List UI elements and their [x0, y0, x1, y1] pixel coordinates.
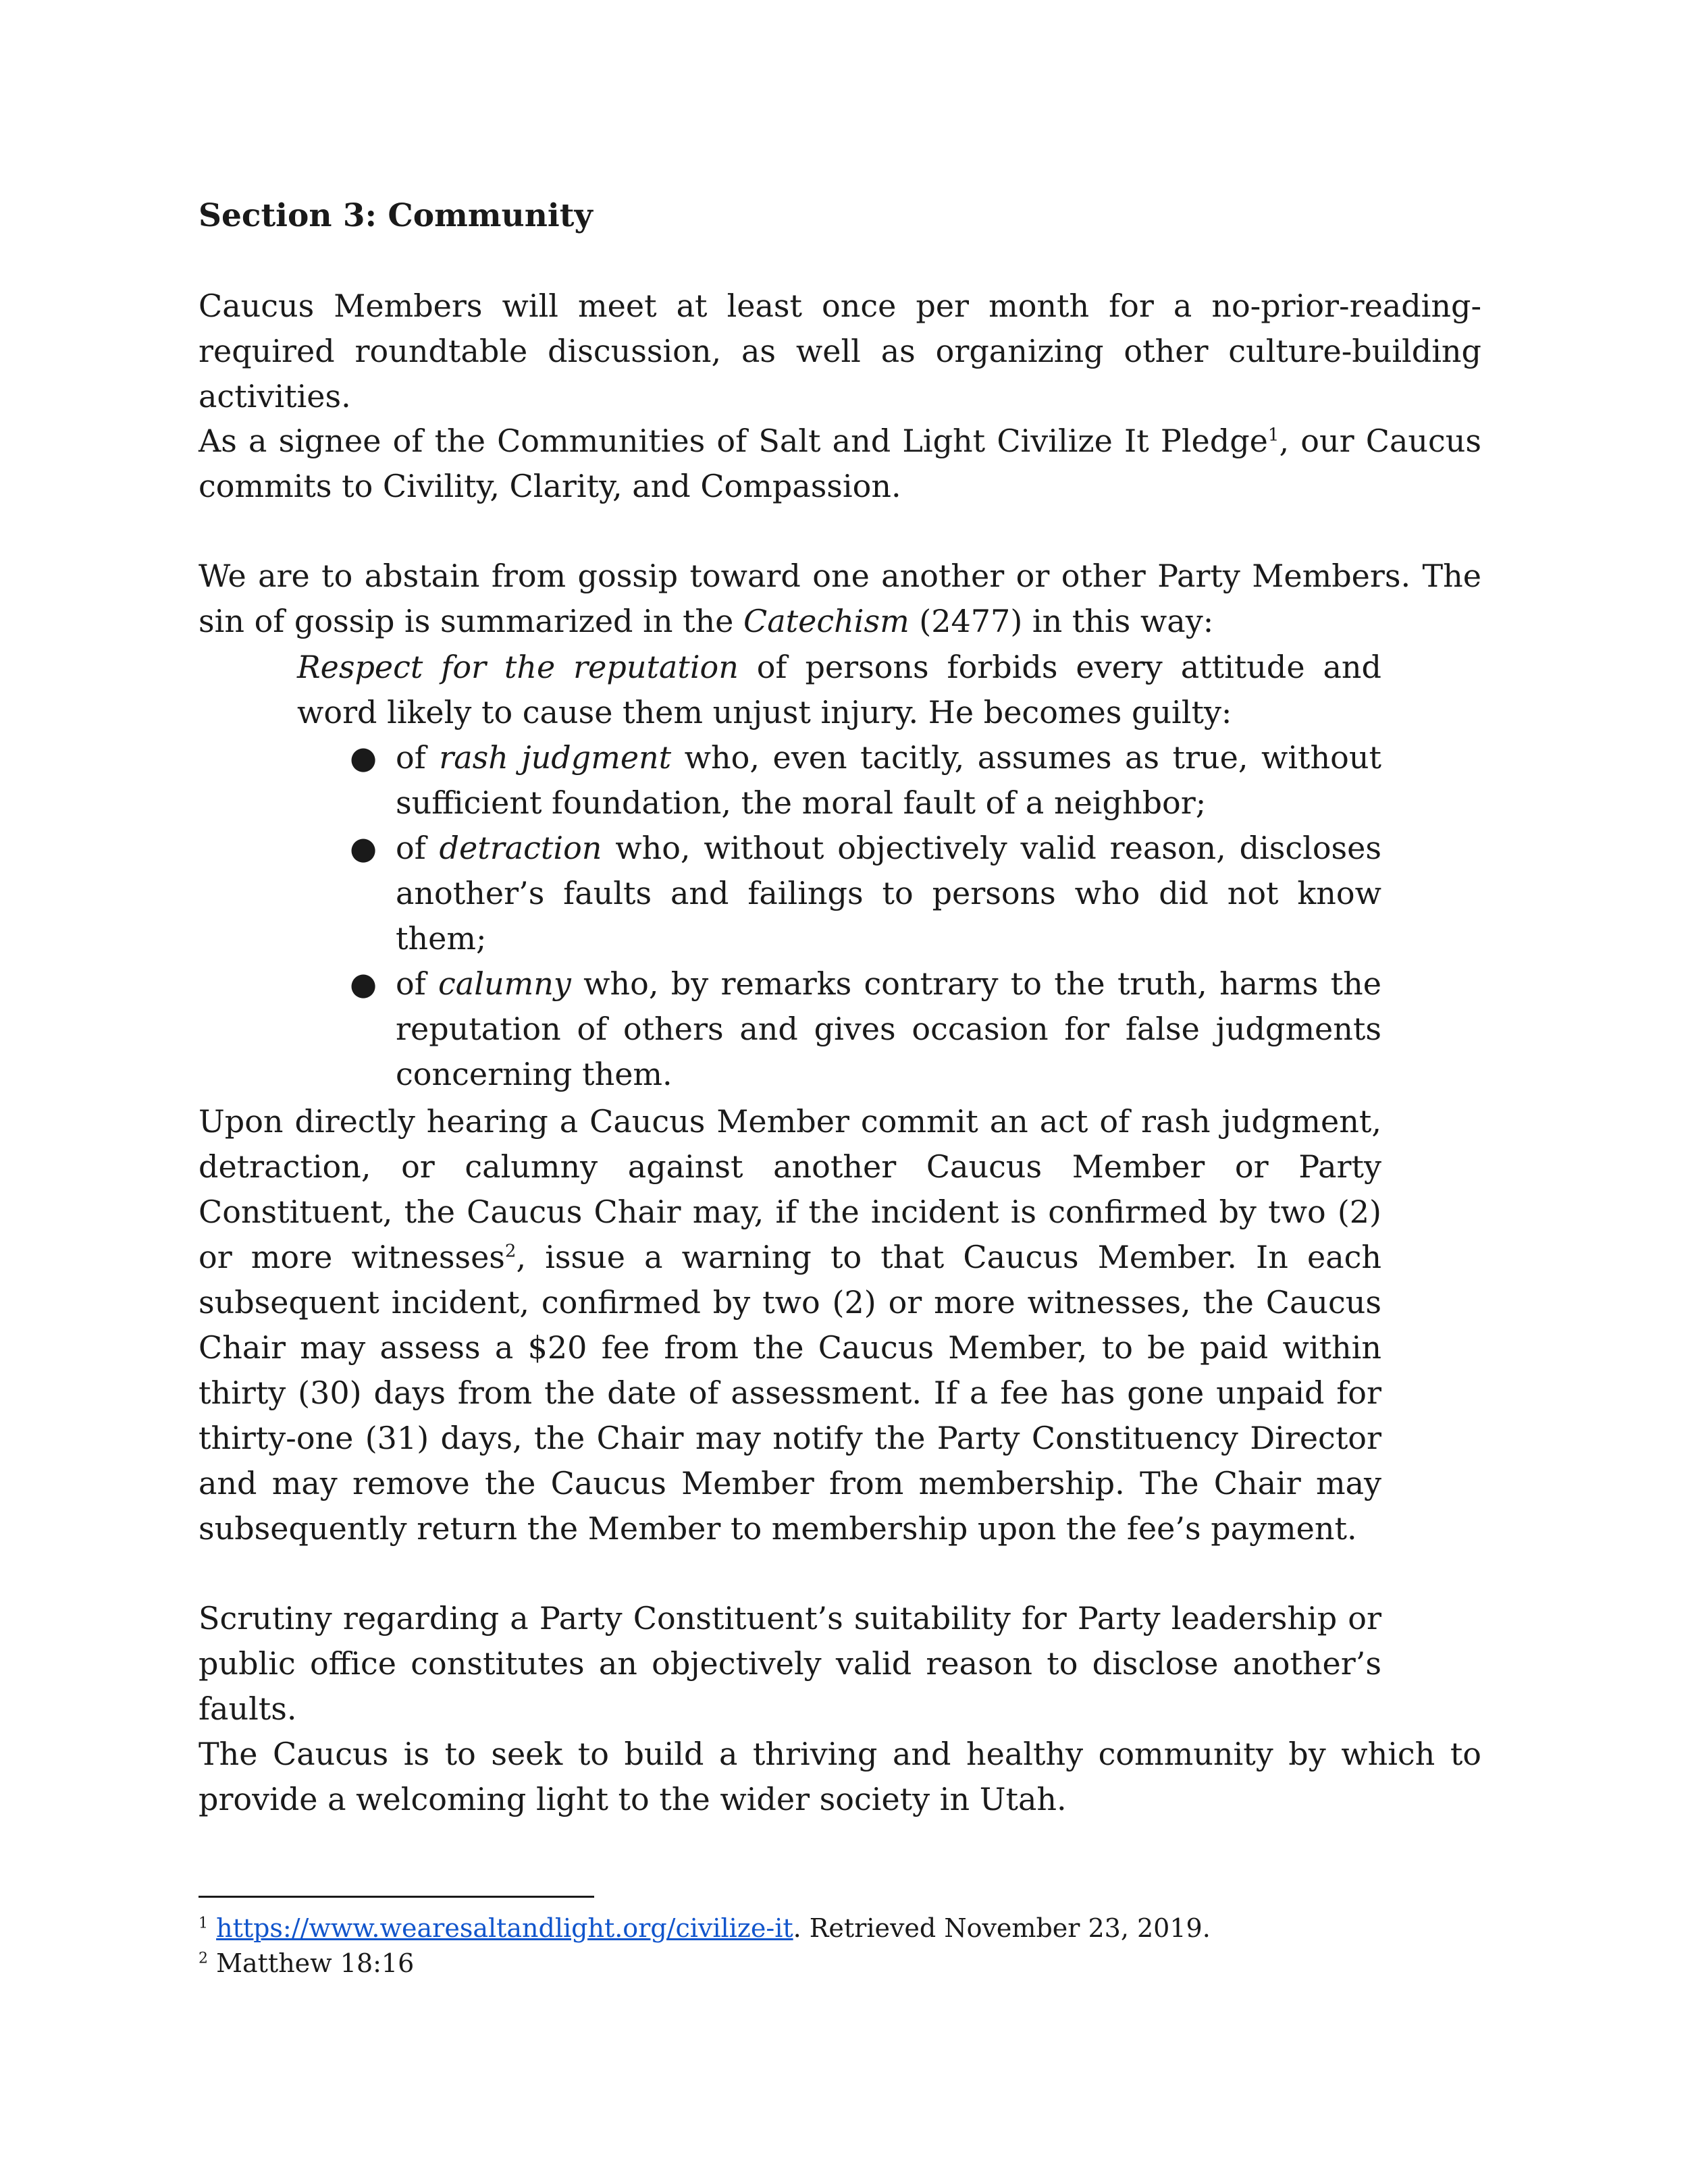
- paragraph-enforcement: [199, 1099, 1381, 1551]
- footnote-text: . Retrieved November 23, 2019.: [793, 1913, 1211, 1943]
- footnote-ref-2: 2: [504, 1241, 517, 1262]
- catechism-title: Catechism: [743, 603, 909, 639]
- list-item-prefix: of: [396, 965, 439, 1002]
- bullet-icon: ●: [350, 830, 377, 866]
- paragraph-meetings: Caucus Members will meet at least once per month for a no-prior-reading-required roundtable discussion, as well as organizing other culture-building activities.: [199, 288, 1481, 415]
- footnote-number: 1: [199, 1915, 208, 1932]
- civilize-it-link[interactable]: https://www.wearesaltandlight.org/civilize-it: [216, 1913, 793, 1943]
- paragraph-community: The Caucus is to seek to build a thriving and healthy community by which to provide a welcoming light to the wider society in Utah.: [199, 1736, 1481, 1817]
- quote-italic-lead: Respect for the reputation: [297, 649, 739, 685]
- pledge-text-end: , our Caucus commits to Civility, Clarity, and Compassion.: [199, 423, 1481, 504]
- list-item-term: calumny: [438, 965, 571, 1002]
- list-item-prefix: of: [396, 739, 440, 776]
- enforcement-text: Upon directly hearing a Caucus Member commit an act of rash judgment, detraction, or calumny against another Caucus Member or Party Constituent, the Caucus Chair may, if the incident is confirmed by two (2) or more witnesses: [199, 1103, 1381, 1275]
- list-item-text: who, even tacitly, assumes as true, without sufficient foundation, the moral fault of a neighbor;: [396, 739, 1381, 821]
- paragraph-gossip: [199, 554, 1481, 644]
- footnote-ref-1: 1: [1267, 425, 1280, 446]
- footnote-1: [199, 1911, 1211, 1946]
- footnote-2: [199, 1946, 414, 1981]
- footnote-divider: [199, 1896, 594, 1898]
- quote-text: of persons forbids every attitude and word likely to cause them unjust injury. He becomes guilty:: [297, 649, 1381, 730]
- footnote-number: 2: [199, 1950, 208, 1967]
- bullet-icon: ●: [350, 739, 377, 776]
- bullet-icon: ●: [350, 965, 377, 1002]
- sin-list: [297, 735, 1381, 1097]
- list-item-text: who, without objectively valid reason, discloses another’s faults and failings to persons who did not know them;: [396, 830, 1381, 957]
- paragraph-scrutiny: Scrutiny regarding a Party Constituent’s suitability for Party leadership or public office constitutes an objectively valid reason to disclose another’s faults.: [199, 1600, 1381, 1727]
- enforcement-text-end: , issue a warning to that Caucus Member. In each subsequent incident, confirmed by two (2) or more witnesses, the Caucus Chair may assess a $20 fee from the Caucus Member, to be paid within thirty (30) days from the date of assessment. If a fee has gone unpaid for thirty-one (31) days, the Chair may notify the Party Constituency Director and may remove the Caucus Member from membership. The Chair may subsequently return the Member to membership upon the fee’s payment.: [199, 1239, 1382, 1547]
- gossip-text: We are to abstain from gossip toward one another or other Party Members. The sin of gossip is summarized in the: [199, 558, 1481, 639]
- paragraph-pledge: [199, 419, 1481, 509]
- list-item-term: detraction: [439, 830, 602, 866]
- list-item-rash-judgment: [297, 735, 1381, 826]
- catechism-quote: [297, 645, 1381, 735]
- gossip-text-end: (2477) in this way:: [909, 603, 1214, 639]
- pledge-text: As a signee of the Communities of Salt and Light Civilize It Pledge: [199, 423, 1268, 459]
- list-item-calumny: [297, 961, 1381, 1097]
- list-item-prefix: of: [396, 830, 440, 866]
- section-heading: Section 3: Community: [199, 197, 593, 234]
- list-item-term: rash judgment: [439, 739, 672, 776]
- list-item-text: who, by remarks contrary to the truth, harms the reputation of others and gives occasion for false judgments concerning them.: [396, 965, 1382, 1092]
- footnote-text: Matthew 18:16: [216, 1948, 415, 1978]
- list-item-detraction: [297, 826, 1381, 961]
